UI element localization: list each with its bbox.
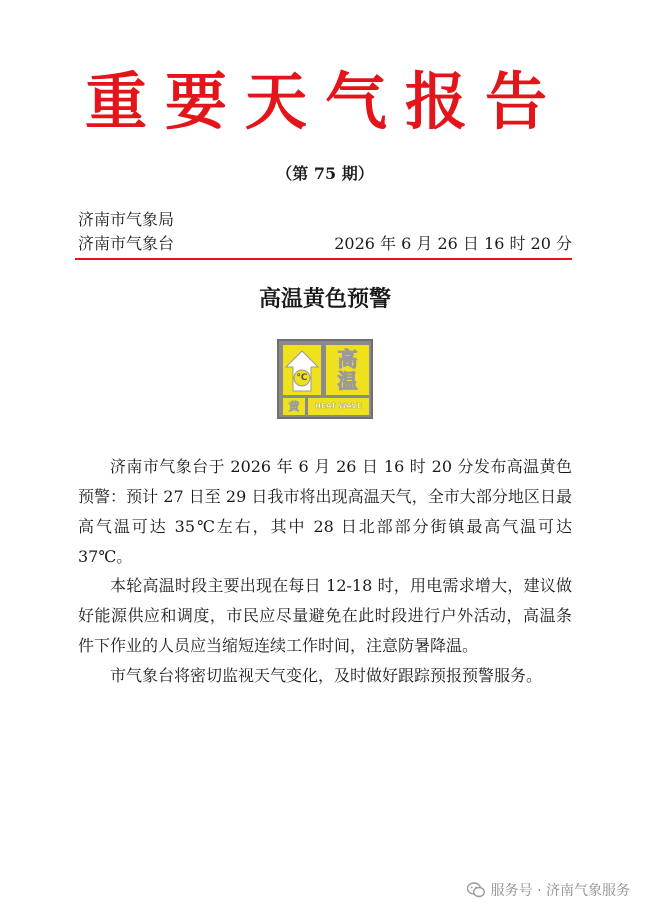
wechat-icon (467, 882, 485, 898)
issue-number: （第 75 期） (276, 164, 374, 183)
agency-observatory: 济南市气象台 (78, 234, 175, 253)
paragraph-followup: 市气象台将密切监视天气变化，及时做好跟踪预报预警服务。 (110, 666, 543, 685)
signal-glyph-panel (326, 345, 369, 395)
paragraph-advice: 本轮高温时段主要出现在每日 12-18 时，用电需求增大，建议做好能源供应和调度，市民应尽量避免在此时段进行户外活动，高温条件下作业的人员应当缩短连续工作时间，注意防暑降温。 (78, 576, 572, 655)
signal-level: 黄 (283, 398, 305, 415)
report-masthead: 重要天气报告 (84, 65, 565, 138)
issued-time: 2026 年 6 月 26 日 16 时 20 分 (334, 234, 572, 253)
thermometer-icon (283, 345, 321, 395)
account-footer (467, 880, 630, 900)
signal-label: HEAT WAVE (308, 398, 369, 415)
heat-wave-yellow-signal-icon (277, 339, 373, 419)
paragraph-forecast: 济南市气象台于 2026 年 6 月 26 日 16 时 20 分发布高温黄色预警：预计 27 日至 29 日我市将出现高温天气，全市大部分地区日最高气温可达 35℃左右，其中 28 日北部部分街镇最高气温可达 37℃。 (78, 457, 572, 566)
signal-glyph-bottom: 温 (337, 369, 358, 393)
header-divider (75, 258, 572, 260)
agency-bureau: 济南市气象局 (78, 210, 175, 229)
celsius-unit: ℃ (296, 373, 308, 383)
signal-glyph-top: 高 (337, 347, 358, 371)
thermometer-panel (283, 345, 321, 395)
warning-headline: 高温黄色预警 (258, 286, 391, 312)
footer-text: 服务号 · 济南气象服务 (490, 883, 630, 899)
